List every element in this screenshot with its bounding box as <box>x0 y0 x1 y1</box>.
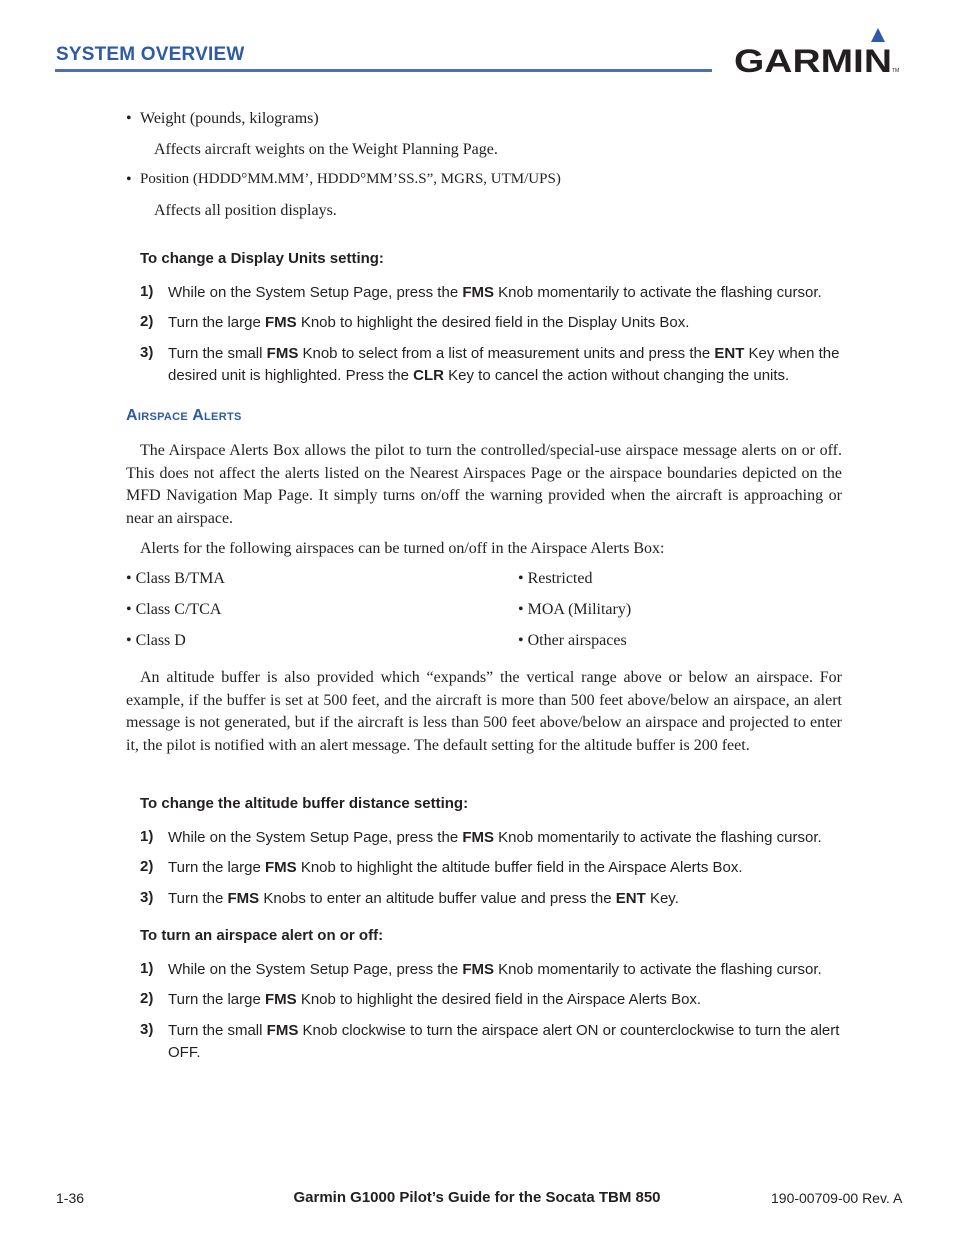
paragraph: The Airspace Alerts Box allows the pilot to turn the controlled/special-use airspace message alerts on or off. This does not affect the alerts listed on the Nearest Airspaces Page or the airspace boundaries depicted on the MFD Navigation Map Page. It simply turns on/off the warning provided when the aircraft is approaching or near an airspace. <box>126 442 842 527</box>
garmin-logo-tm: TM <box>892 68 900 74</box>
garmin-delta-icon <box>871 28 885 42</box>
section-heading-airspace-alerts: Airspace Alerts <box>126 407 242 424</box>
step-text: Turn the large FMS Knob to highlight the desired field in the Airspace Alerts Box. <box>168 991 702 1008</box>
step-text: Turn the small FMS Knob to select from a list of measurement units and press the ENT Key when the desired unit is highlighted. Press the CLR Key to cancel the action without changing the units. <box>168 345 840 384</box>
airspace-list-item: • Restricted <box>518 570 593 587</box>
step-number: 2) <box>140 858 154 875</box>
footer-page-number: 1-36 <box>56 1190 85 1206</box>
units-list-desc-position: Affects all position displays. <box>154 202 337 219</box>
step-text: Turn the large FMS Knob to highlight the desired field in the Display Units Box. <box>168 314 690 331</box>
bullet-marker: • <box>126 171 132 188</box>
procedure-title-display-units: To change a Display Units setting: <box>140 250 384 267</box>
step-text: While on the System Setup Page, press the FMS Knob momentarily to activate the flashing cursor. <box>168 284 822 301</box>
footer-doc-number: 190-00709-00 Rev. A <box>771 1190 903 1206</box>
units-list-item-position: Position (HDDD°MM.MM’, HDDD°MM’SS.S”, MGRS, UTM/UPS) <box>140 171 561 187</box>
units-list-item-weight: Weight (pounds, kilograms) <box>140 110 319 127</box>
garmin-logo <box>734 26 900 76</box>
step-number: 3) <box>140 1021 154 1038</box>
paragraph: Alerts for the following airspaces can be turned on/off in the Airspace Alerts Box: <box>140 540 665 557</box>
airspace-list-item: • Class B/TMA <box>126 570 225 587</box>
step-number: 3) <box>140 889 154 906</box>
units-list-desc-weight: Affects aircraft weights on the Weight Planning Page. <box>154 141 498 158</box>
step-number: 1) <box>140 828 154 845</box>
step-number: 1) <box>140 960 154 977</box>
header-rule <box>55 69 712 72</box>
procedure-title-altitude-buffer: To change the altitude buffer distance setting: <box>140 795 469 812</box>
garmin-logo-text: GARMIN <box>734 43 892 76</box>
step-text: While on the System Setup Page, press the FMS Knob momentarily to activate the flashing cursor. <box>168 829 822 846</box>
airspace-list-item: • MOA (Military) <box>518 601 632 618</box>
step-number: 1) <box>140 283 154 300</box>
footer-title: Garmin G1000 Pilot’s Guide for the Socata TBM 850 <box>293 1189 661 1206</box>
airspace-list-item: • Other airspaces <box>518 632 627 649</box>
step-text: Turn the large FMS Knob to highlight the altitude buffer field in the Airspace Alerts Box. <box>168 859 743 876</box>
step-number: 2) <box>140 990 154 1007</box>
step-text: While on the System Setup Page, press the FMS Knob momentarily to activate the flashing cursor. <box>168 961 822 978</box>
step-number: 2) <box>140 313 154 330</box>
step-text: Turn the FMS Knobs to enter an altitude buffer value and press the ENT Key. <box>168 890 679 907</box>
airspace-list-item: • Class D <box>126 632 186 649</box>
paragraph: An altitude buffer is also provided which “expands” the vertical range above or below an airspace. For example, if the buffer is set at 500 feet, and the aircraft is more than 500 feet above/below an airspace, an alert message is not generated, but if the aircraft is less than 500 feet above/below an airspace and projected to enter it, the pilot is notified with an alert message. The default setting for the altitude buffer is 200 feet. <box>126 669 842 754</box>
procedure-title-alert-toggle: To turn an airspace alert on or off: <box>140 927 384 944</box>
bullet-marker: • <box>126 110 132 127</box>
section-header-title: SYSTEM OVERVIEW <box>56 44 245 65</box>
airspace-list-item: • Class C/TCA <box>126 601 222 618</box>
step-text: Turn the small FMS Knob clockwise to turn the airspace alert ON or counterclockwise to turn the alert OFF. <box>168 1022 840 1061</box>
step-number: 3) <box>140 344 154 361</box>
